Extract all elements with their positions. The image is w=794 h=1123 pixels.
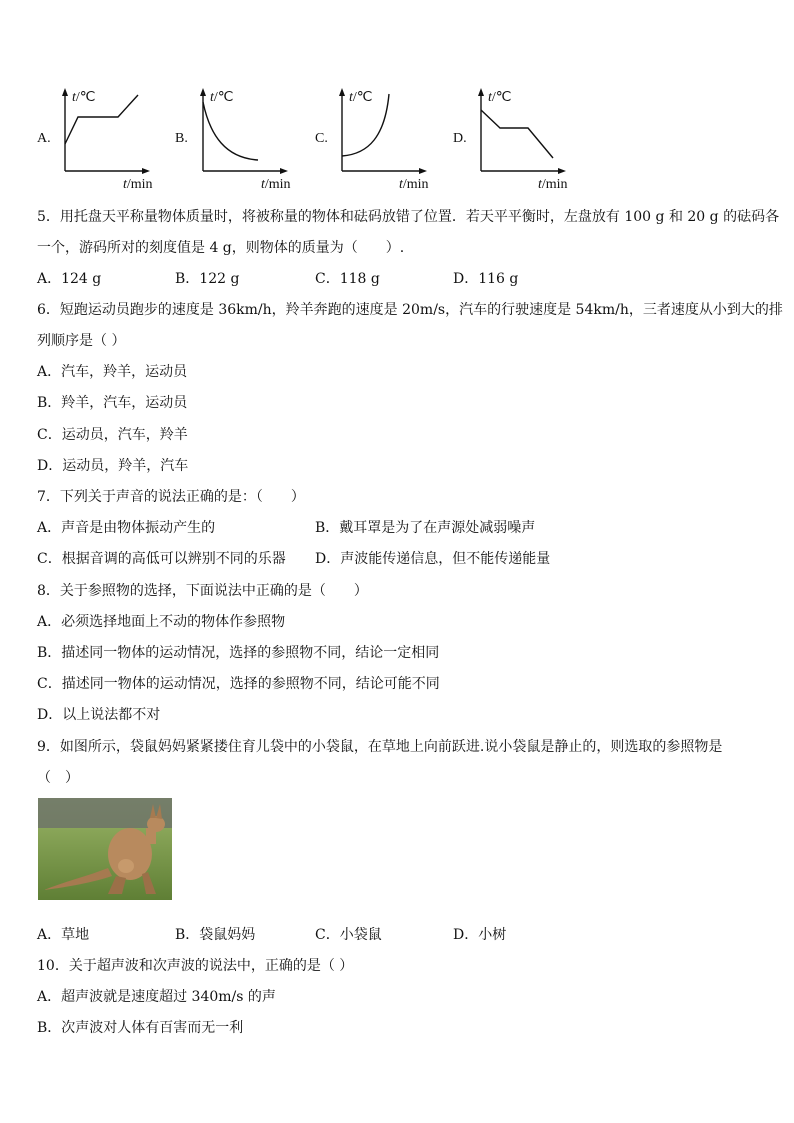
graph-a-ylabel: t/℃	[72, 90, 96, 105]
graph-d-letter: D.	[453, 131, 467, 146]
q5-option-a[interactable]: A．124 g	[37, 271, 102, 287]
q5-option-b[interactable]: B．122 g	[175, 271, 240, 287]
q10-option-b[interactable]: B．次声波对人体有百害而无一利	[37, 1020, 244, 1036]
graph-b-letter: B.	[175, 131, 188, 146]
graph-c-letter: C.	[315, 131, 328, 146]
graph-c-xlabel: t/min	[399, 177, 429, 192]
q8-option-c[interactable]: C．描述同一物体的运动情况，选择的参照物不同，结论可能不同	[37, 676, 440, 692]
q6-option-d[interactable]: D．运动员，羚羊，汽车	[37, 458, 189, 474]
q10-option-a[interactable]: A．超声波就是速度超过 340m/s 的声	[37, 989, 276, 1005]
curve-b	[203, 102, 258, 160]
q5-stem-line2: 一个，游码所对的刻度值是 4 g，则物体的质量为（ ）.	[37, 240, 405, 256]
graph-d-ylabel: t/℃	[488, 90, 512, 105]
kangaroo-photo	[38, 798, 172, 900]
q9-option-d[interactable]: D．小树	[453, 927, 507, 943]
q8-option-a[interactable]: A．必须选择地面上不动的物体作参照物	[37, 614, 286, 630]
q6-option-b[interactable]: B．羚羊，汽车，运动员	[37, 395, 188, 411]
y-arrow	[62, 88, 68, 96]
q7-option-c[interactable]: C．根据音调的高低可以辨别不同的乐器	[37, 551, 286, 567]
graph-a-letter: A.	[37, 131, 51, 146]
q9-stem-line2: （ ）	[37, 770, 79, 786]
graph-d-xlabel: t/min	[538, 177, 568, 192]
q6-option-c[interactable]: C．运动员，汽车，羚羊	[37, 427, 188, 443]
kangaroo-neck	[146, 828, 156, 844]
q7-option-b[interactable]: B．戴耳罩是为了在声源处减弱噪声	[315, 520, 536, 536]
y-arrow	[478, 88, 484, 96]
kangaroo-illustration	[38, 798, 172, 900]
q5-option-d[interactable]: D．116 g	[453, 271, 519, 287]
q9-option-b[interactable]: B．袋鼠妈妈	[175, 927, 256, 943]
graph-a-xlabel: t/min	[123, 177, 153, 192]
y-arrow	[339, 88, 345, 96]
q6-option-a[interactable]: A．汽车，羚羊，运动员	[37, 364, 188, 380]
kangaroo-body	[108, 828, 152, 880]
q7-stem: 7．下列关于声音的说法正确的是：（ ）	[37, 489, 305, 505]
q5-stem-line1: 5．用托盘天平称量物体质量时，将被称量的物体和砝码放错了位置．若天平平衡时，左盘放有 100 g 和 20 g 的砝码各	[37, 209, 780, 225]
q7-option-d[interactable]: D．声波能传递信息，但不能传递能量	[315, 551, 551, 567]
q8-stem: 8．关于参照物的选择，下面说法中正确的是（ ）	[37, 583, 368, 599]
graph-c-ylabel: t/℃	[349, 90, 373, 105]
q9-option-a[interactable]: A．草地	[37, 927, 90, 943]
q10-stem: 10．关于超声波和次声波的说法中，正确的是（ ）	[37, 958, 354, 974]
q9-option-c[interactable]: C．小袋鼠	[315, 927, 382, 943]
q8-option-b[interactable]: B．描述同一物体的运动情况，选择的参照物不同，结论一定相同	[37, 645, 440, 661]
graph-b-xlabel: t/min	[261, 177, 291, 192]
y-arrow	[200, 88, 206, 96]
curve-d	[481, 110, 553, 158]
q7-option-a[interactable]: A．声音是由物体振动产生的	[37, 520, 216, 536]
q9-stem-line1: 9．如图所示，袋鼠妈妈紧紧搂住育儿袋中的小袋鼠，在草地上向前跃进.说小袋鼠是静止的，则选取的参照物是	[37, 739, 723, 755]
q6-stem-line2: 列顺序是（ ）	[37, 333, 126, 349]
q8-option-d[interactable]: D．以上说法都不对	[37, 707, 161, 723]
joey-head	[118, 859, 134, 873]
q6-stem-line1: 6．短跑运动员跑步的速度是 36km/h，羚羊奔跑的速度是 20m/s，汽车的行驶速度是 54km/h，三者速度从小到大的排	[37, 302, 783, 318]
q5-option-c[interactable]: C．118 g	[315, 271, 380, 287]
graph-b-ylabel: t/℃	[210, 90, 234, 105]
